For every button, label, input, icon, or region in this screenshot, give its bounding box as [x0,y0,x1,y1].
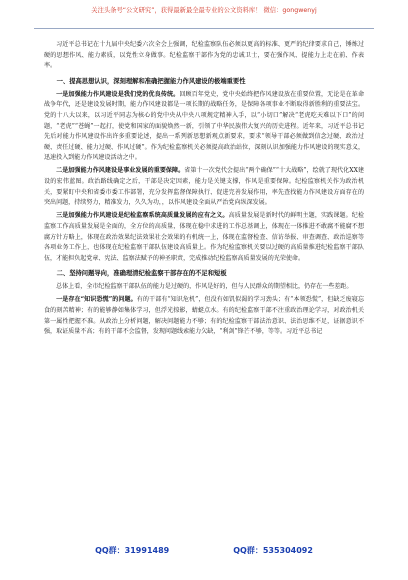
footer-qq-group-1: QQ群：31991489 [95,546,170,555]
paragraph-lead: 三是加强能力作风建设是纪检监察系统高质量发展的应有之义。 [56,212,229,220]
paragraph-text: 习近平总书记在十九届中央纪委六次全会上强调，纪检监察队伍必须以更高的标准、更严的纪律要求自己，锤炼过硬的思想作风、能力素质，以党性立身做事。纪检监察干部作为党的忠诚卫士，要在强作风、提能力上走在前、作表率。 [44,41,364,70]
paragraph-text: 高质量发展是新时代的鲜明主题，实践课题。纪检监察工作高质量发展是全面的，全方位的高质量，体现在稳中求进的工作总基调上，体现在一体推进不敢腐不能腐不想腐方针方略上，体现在政治效果纪法效果社会效果的有机统一上，体现在监督检查、信访举报、审查调查、政治巡察等各项业务工作上，也体现在纪检监察干部队伍建设高质量上。作为纪检监察机关要以过硬的高质量推进纪检监察干部队伍，才能担负起党章、宪法、监察法赋予的神圣职责，完成推动纪检监察高质量发展的光荣使命。 [44,212,364,262]
body-paragraph [44,295,364,337]
body-paragraph [44,282,364,293]
paragraph-lead: 一是存在“知识恐慌”的问题。 [56,296,137,304]
paragraph-lead: 一是加强能力作风建设是我们党的优良传统。 [56,90,180,98]
page-footer [0,545,408,556]
document-body [44,40,364,528]
body-paragraph [44,166,364,208]
paragraph-text: 省第十一次党代会提出“两个确保”“十大战略”，绘就了现代化XX建设的宏伟蓝图。政治路线确定之后，干部是决定因素，能力是关键支撑，作风是重要保障。纪检监察机关作为政治机关，要紧盯中央和省委市委工作部署，充分发挥监督保障执行、促进完善发展作用，率先查找能力作风建设方面存在的突出问题，持续努力，精准发力，久久为功，，以作风建设全面从严治党向纵深发展。 [44,167,364,207]
header-divider [34,28,374,29]
section-heading: 一、提高思想认识，深刻理解和准确把握能力作风建设的极端重要性 [56,77,246,85]
paragraph-text: 总体上看，全市纪检监察干部队伍的能力是过硬的，作风是好的，但与人民群众的期望相比，仍存在一些差距。 [56,283,353,291]
body-paragraph [44,40,364,72]
body-paragraph [44,90,364,164]
body-paragraph [44,211,364,264]
paragraph-lead: 二是加强能力作风建设是事业发展的重要保障。 [56,167,185,175]
paragraph-text: 有的干部有“知识危机”，但没有如饥似渴的学习劲头；有“本领恐慌”，但缺乏废寝忘食的刻苦精神；有的能够静如集体学习，但浮光掠影，蜻蜓点水。有的纪检监察干部不注重政治理论学习，对政治机关第一属性把握不准。从政治上分析问题，解决问题能力不够；有的纪检监察干部法治意识、法治思维不足，证据意识不强，取证质量不高；有的干部不会监督，发现问题线索能力欠缺，“利剑”锋芒不够，等等。习近平总书记 [44,296,364,336]
paragraph-text: 回顾百年党史，党中央始终把作风建设放在重要位置，无论是在革命战争年代，还是建设发展时期，能力作风建设都是一项长期的战略任务，是保障各项事业不断取得新胜利的重要法宝。党的十八大以来，以习近平同志为核心的党中央从中央八项规定精神入手，以“小切口”解决“老虎吃天难以下口”的问题，“老虎”“苍蝇”一起打，使党和国家的面貌焕然一新，引领了中华民族伟大复兴的历史进程。近年来，习近平总书记先后对能力作风建设作出许多重要论述，提出一系列新思想新观点新要求，要求“领导干部必须做到信念过硬、政治过硬、责任过硬、能力过硬、作风过硬”。作为纪检监察机关必须提高政治站位，深刻认识加强能力作风建设的现实意义，迅速投入到能力作风建设活动之中。 [44,90,364,162]
footer-qq-group-2: QQ群：535304092 [233,546,313,555]
header-promo-text: 关注头条号“公文研究”，获得最新最全最专业的公文资料库！ 微信：gongwenyj [91,7,317,14]
section-heading: 二、坚持问题导向，准确理清纪检监察干部存在的不足和短板 [56,270,227,278]
